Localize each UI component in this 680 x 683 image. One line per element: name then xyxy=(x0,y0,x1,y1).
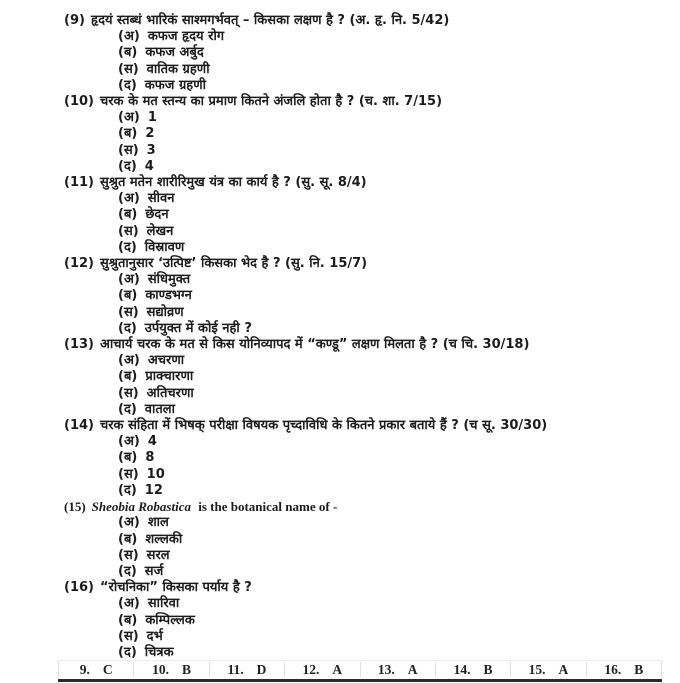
option-label: (ब) xyxy=(118,612,138,628)
question-line xyxy=(64,256,680,272)
option-line xyxy=(118,288,680,304)
answer-letter: A xyxy=(332,662,343,677)
option-text: सारिवा xyxy=(147,596,180,612)
answer-letter: D xyxy=(256,662,267,677)
question-number: (14) xyxy=(64,418,94,434)
option-label: (द) xyxy=(118,401,137,417)
option-line xyxy=(118,321,680,337)
option-text: 1 xyxy=(147,110,157,126)
option-line xyxy=(118,29,680,45)
option-line xyxy=(118,45,680,61)
option-text: चित्रक xyxy=(144,644,174,660)
option-text: कफज अर्बुद xyxy=(145,45,204,61)
option-text: सरल xyxy=(146,547,170,563)
answer-cell xyxy=(133,662,208,677)
question-text: सुश्रुतानुसार ‘उत्पिष्ट’ किसका भेद है ? (सु. नि. 15/7) xyxy=(99,256,368,272)
option-text: लेखन xyxy=(146,223,174,239)
option-label: (ब) xyxy=(118,450,138,466)
question-line xyxy=(64,13,680,29)
answer-question-number: 15. xyxy=(528,662,546,677)
option-label: (अ) xyxy=(118,596,140,612)
option-text: 4 xyxy=(147,434,157,450)
option-label: (स) xyxy=(118,547,139,563)
answer-letter: B xyxy=(181,662,191,677)
answer-question-number: 11. xyxy=(227,662,244,677)
option-text: शल्लकी xyxy=(145,531,183,547)
answer-cell xyxy=(586,662,662,677)
question-text: Sheobia Robastica xyxy=(91,499,191,515)
option-text: कफज हृदय रोग xyxy=(147,29,225,45)
question-number: (15) xyxy=(64,499,86,515)
option-line xyxy=(118,613,680,629)
answer-key-table xyxy=(58,660,662,682)
option-label: (स) xyxy=(118,142,139,158)
option-text: 4 xyxy=(144,158,154,174)
option-line xyxy=(118,126,680,142)
question-line xyxy=(64,580,680,596)
option-text: शाल xyxy=(147,515,169,531)
question-number: (12) xyxy=(64,256,94,272)
answer-question-number: 9. xyxy=(79,662,90,677)
option-line xyxy=(118,78,680,94)
question-text: सुश्रुत मतेन शारीरिमुख यंत्र का कार्य है ? (सु. सू. 8/4) xyxy=(99,175,367,191)
option-label: (द) xyxy=(118,77,137,93)
option-line xyxy=(118,369,680,385)
answer-cell xyxy=(435,662,510,677)
option-label: (अ) xyxy=(118,515,140,531)
option-label: (अ) xyxy=(118,353,140,369)
option-label: (ब) xyxy=(118,207,138,223)
option-label: (द) xyxy=(118,158,137,174)
option-text: 10 xyxy=(146,466,165,482)
question-text: is the botanical name of - xyxy=(198,499,338,515)
question-number: (13) xyxy=(64,337,94,353)
option-line xyxy=(118,191,680,207)
option-text: 3 xyxy=(146,142,156,158)
answer-letter: B xyxy=(483,662,493,677)
answer-cell xyxy=(209,662,284,677)
question-list xyxy=(0,13,680,661)
option-text: उर्पयुक्त में कोई नही ? xyxy=(144,320,252,336)
option-line xyxy=(118,272,680,288)
option-label: (ब) xyxy=(118,45,138,61)
option-label: (द) xyxy=(118,239,137,255)
option-label: (अ) xyxy=(118,191,140,207)
answer-cell xyxy=(510,662,585,677)
answer-question-number: 14. xyxy=(453,662,471,677)
option-label: (द) xyxy=(118,644,137,660)
option-line xyxy=(118,402,680,418)
option-line xyxy=(118,305,680,321)
question-text: “रोचनिका” किसका पर्याय है ? xyxy=(99,580,252,596)
option-text: प्राक्चारणा xyxy=(145,369,194,385)
answer-letter: A xyxy=(558,662,569,677)
question-number: (11) xyxy=(64,175,94,191)
option-text: काण्डभग्न xyxy=(145,288,192,304)
option-label: (ब) xyxy=(118,531,138,547)
question-line xyxy=(64,175,680,191)
option-text: कम्पिल्लक xyxy=(145,612,195,628)
option-line xyxy=(118,159,680,175)
question-line xyxy=(64,94,680,110)
option-text: विस्रावण xyxy=(144,239,185,255)
question-text: चरक संहिता में भिषक् परीक्षा विषयक पृच्दाविधि के कितने प्रकार बताये हैं ? (च सू. 30/30) xyxy=(99,418,548,434)
option-text: सर्ज xyxy=(144,563,164,579)
option-text: सद्योव्रण xyxy=(146,304,184,320)
answer-question-number: 13. xyxy=(377,662,395,677)
answer-question-number: 12. xyxy=(302,662,320,677)
answer-cell xyxy=(58,662,133,677)
option-label: (स) xyxy=(118,385,139,401)
option-text: छेदन xyxy=(145,207,169,223)
option-line xyxy=(118,483,680,499)
option-text: कफज ग्रहणी xyxy=(144,77,206,93)
option-label: (ब) xyxy=(118,369,138,385)
option-line xyxy=(118,207,680,223)
answer-letter: B xyxy=(634,662,644,677)
question-text: हृदयं स्तब्धं भारिकं साश्मगर्भवत् – किसका लक्षण है ? (अ. हृ. नि. 5/42) xyxy=(90,13,450,28)
option-text: दर्भ xyxy=(146,628,163,644)
option-line xyxy=(118,240,680,256)
option-text: सीवन xyxy=(147,191,175,207)
question-text: आचार्य चरक के मत से किस योनिव्यापद में “कण्डू” लक्षण मिलता है ? (च चि. 30/18) xyxy=(99,337,530,353)
question-number: (10) xyxy=(64,94,94,110)
option-line xyxy=(118,467,680,483)
question-line xyxy=(64,499,680,515)
option-label: (स) xyxy=(118,466,139,482)
option-line xyxy=(118,629,680,645)
option-label: (अ) xyxy=(118,272,140,288)
option-label: (स) xyxy=(118,61,139,77)
option-text: वातला xyxy=(144,401,175,417)
option-line xyxy=(118,450,680,466)
option-label: (द) xyxy=(118,482,137,498)
option-text: वातिक ग्रहणी xyxy=(146,61,210,77)
option-line xyxy=(118,532,680,548)
option-label: (अ) xyxy=(118,29,140,45)
answer-cell xyxy=(284,662,359,677)
option-line xyxy=(118,62,680,78)
option-label: (द) xyxy=(118,320,137,336)
option-line xyxy=(118,434,680,450)
option-line xyxy=(118,386,680,402)
option-label: (ब) xyxy=(118,126,138,142)
option-line xyxy=(118,596,680,612)
option-line xyxy=(118,564,680,580)
option-line xyxy=(118,143,680,159)
question-line xyxy=(64,418,680,434)
option-label: (स) xyxy=(118,304,139,320)
option-line xyxy=(118,353,680,369)
option-label: (अ) xyxy=(118,434,140,450)
option-label: (अ) xyxy=(118,110,140,126)
option-line xyxy=(118,645,680,661)
option-text: अचरणा xyxy=(147,353,185,369)
option-label: (द) xyxy=(118,563,137,579)
question-number: (9) xyxy=(64,13,85,28)
option-text: 8 xyxy=(145,450,155,466)
option-line xyxy=(118,224,680,240)
option-line xyxy=(118,548,680,564)
question-text: चरक के मत स्तन्य का प्रमाण कितने अंजलि होता है ? (च. शा. 7/15) xyxy=(99,94,443,110)
option-label: (स) xyxy=(118,223,139,239)
option-line xyxy=(118,110,680,126)
option-text: 2 xyxy=(145,126,155,142)
answer-cell xyxy=(360,662,435,677)
answer-letter: A xyxy=(407,662,418,677)
question-number: (16) xyxy=(64,580,94,596)
answer-question-number: 16. xyxy=(604,662,622,677)
option-text: संधिमुक्त xyxy=(147,272,191,288)
option-text: 12 xyxy=(144,482,163,498)
option-line xyxy=(118,515,680,531)
answer-letter: C xyxy=(102,662,113,677)
option-label: (स) xyxy=(118,628,139,644)
option-text: अतिचरणा xyxy=(146,385,194,401)
answer-question-number: 10. xyxy=(152,662,169,677)
question-line xyxy=(64,337,680,353)
option-label: (ब) xyxy=(118,288,138,304)
